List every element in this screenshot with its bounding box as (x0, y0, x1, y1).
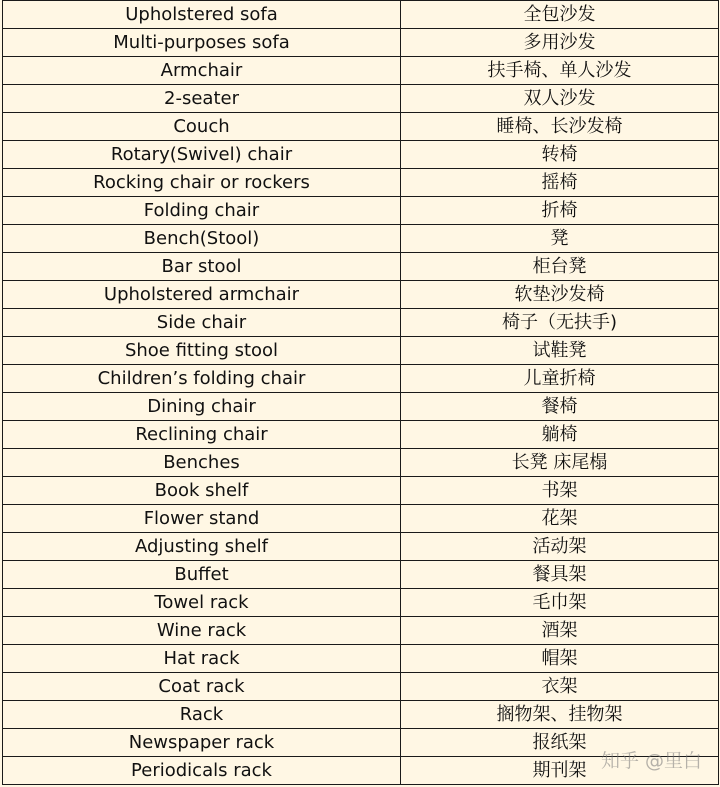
chinese-term: 椅子（无扶手) (401, 309, 719, 337)
chinese-term: 试鞋凳 (401, 337, 719, 365)
table-row (3, 477, 719, 505)
chinese-term: 报纸架 (401, 729, 719, 757)
chinese-term: 凳 (401, 225, 719, 253)
table-row (3, 673, 719, 701)
chinese-term: 搁物架、挂物架 (401, 701, 719, 729)
table-row (3, 365, 719, 393)
chinese-term: 儿童折椅 (401, 365, 719, 393)
english-term: Book shelf (3, 477, 401, 505)
english-term: Armchair (3, 57, 401, 85)
chinese-term: 长凳 床尾榻 (401, 449, 719, 477)
table-row (3, 617, 719, 645)
english-term: Coat rack (3, 673, 401, 701)
chinese-term: 扶手椅、单人沙发 (401, 57, 719, 85)
table-row (3, 309, 719, 337)
table-row (3, 337, 719, 365)
english-term: Couch (3, 113, 401, 141)
english-term: Bar stool (3, 253, 401, 281)
table-row (3, 225, 719, 253)
english-term: Newspaper rack (3, 729, 401, 757)
table-row (3, 449, 719, 477)
english-term: Buffet (3, 561, 401, 589)
table-row (3, 113, 719, 141)
table-row (3, 281, 719, 309)
english-term: Reclining chair (3, 421, 401, 449)
chinese-term: 软垫沙发椅 (401, 281, 719, 309)
english-term: 2-seater (3, 85, 401, 113)
english-term: Shoe fitting stool (3, 337, 401, 365)
table-row (3, 57, 719, 85)
table-row (3, 197, 719, 225)
chinese-term: 帽架 (401, 645, 719, 673)
english-term: Side chair (3, 309, 401, 337)
zhihu-watermark: 知乎 @里白 (600, 750, 702, 772)
table-row (3, 169, 719, 197)
chinese-term: 期刊架 (401, 757, 719, 785)
table-row (3, 393, 719, 421)
chinese-term: 摇椅 (401, 169, 719, 197)
english-term: Multi-purposes sofa (3, 29, 401, 57)
chinese-term: 折椅 (401, 197, 719, 225)
chinese-term: 花架 (401, 505, 719, 533)
english-term: Upholstered sofa (3, 1, 401, 29)
chinese-term: 全包沙发 (401, 1, 719, 29)
english-term: Benches (3, 449, 401, 477)
chinese-term: 双人沙发 (401, 85, 719, 113)
chinese-term: 餐椅 (401, 393, 719, 421)
english-term: Periodicals rack (3, 757, 401, 785)
chinese-term: 躺椅 (401, 421, 719, 449)
table-row (3, 533, 719, 561)
english-term: Flower stand (3, 505, 401, 533)
chinese-term: 书架 (401, 477, 719, 505)
english-term: Upholstered armchair (3, 281, 401, 309)
chinese-term: 多用沙发 (401, 29, 719, 57)
table-row (3, 29, 719, 57)
table-row (3, 141, 719, 169)
english-term: Folding chair (3, 197, 401, 225)
english-term: Rack (3, 701, 401, 729)
english-term: Towel rack (3, 589, 401, 617)
english-term: Children’s folding chair (3, 365, 401, 393)
table-row (3, 85, 719, 113)
english-term: Hat rack (3, 645, 401, 673)
english-term: Dining chair (3, 393, 401, 421)
chinese-term: 转椅 (401, 141, 719, 169)
table-row (3, 589, 719, 617)
chinese-term: 衣架 (401, 673, 719, 701)
chinese-term: 餐具架 (401, 561, 719, 589)
english-term: Bench(Stool) (3, 225, 401, 253)
table-row (3, 253, 719, 281)
table-row (3, 729, 719, 757)
table-row (3, 505, 719, 533)
table-row (3, 421, 719, 449)
table-row (3, 757, 719, 785)
chinese-term: 毛巾架 (401, 589, 719, 617)
table-row (3, 701, 719, 729)
chinese-term: 柜台凳 (401, 253, 719, 281)
english-term: Rotary(Swivel) chair (3, 141, 401, 169)
table-row (3, 645, 719, 673)
english-term: Adjusting shelf (3, 533, 401, 561)
furniture-vocabulary-table (2, 0, 719, 785)
chinese-term: 活动架 (401, 533, 719, 561)
chinese-term: 酒架 (401, 617, 719, 645)
chinese-term: 睡椅、长沙发椅 (401, 113, 719, 141)
english-term: Wine rack (3, 617, 401, 645)
table-row (3, 561, 719, 589)
english-term: Rocking chair or rockers (3, 169, 401, 197)
table-row (3, 1, 719, 29)
